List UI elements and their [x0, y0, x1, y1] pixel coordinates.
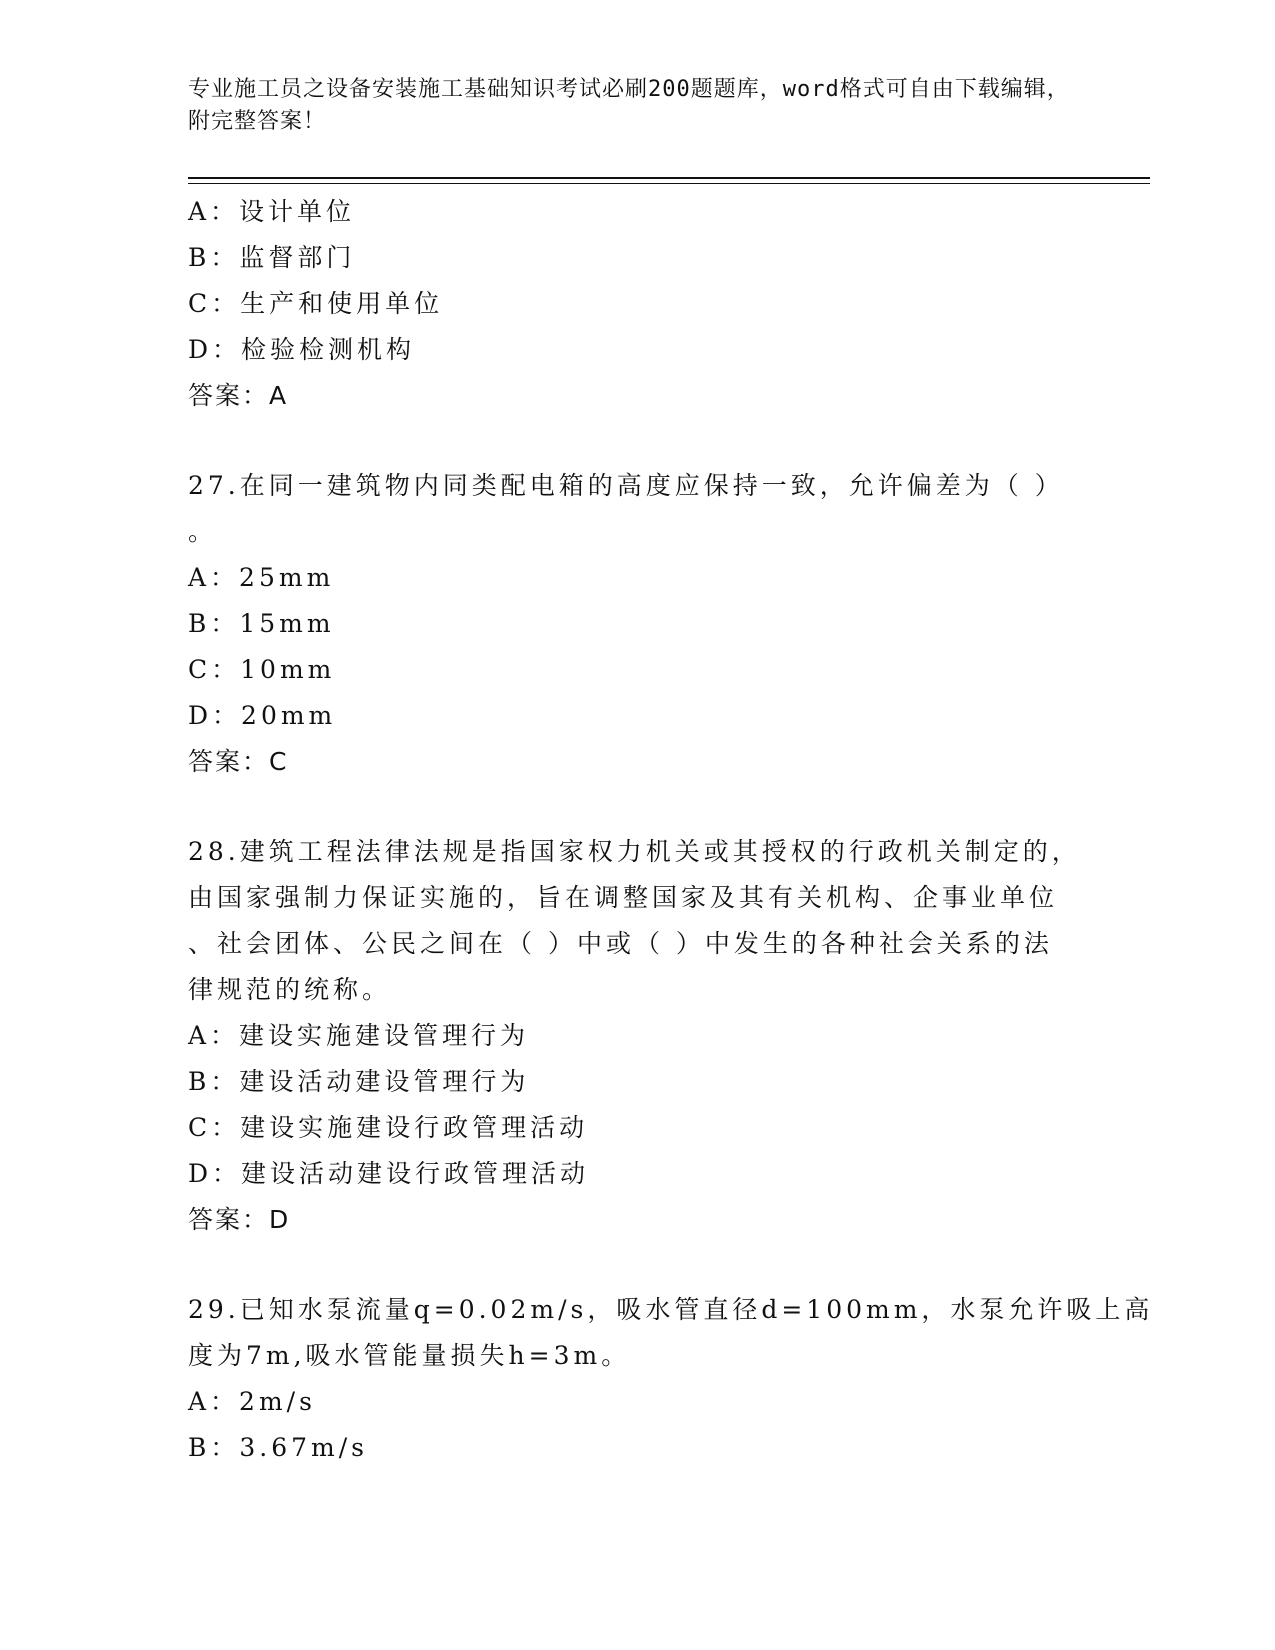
question-text-tail: 。	[188, 517, 218, 546]
answer-line: 答案：C	[188, 747, 289, 776]
question-text-line: 29.已知水泵流量q=0.02m/s，吸水管直径d=100mm，水泵允许吸上高	[188, 1295, 1154, 1324]
option-d: D：建设活动建设行政管理活动	[188, 1159, 590, 1188]
question-27-block	[188, 463, 1068, 785]
option-a: A：2m/s	[188, 1387, 316, 1416]
option-c: C：生产和使用单位	[188, 289, 444, 318]
question-text-line: 度为7m,吸水管能量损失h=3m。	[188, 1341, 631, 1370]
option-d: D：20mm	[188, 701, 337, 730]
option-c: C：建设实施建设行政管理活动	[188, 1113, 589, 1142]
option-c: C：10mm	[188, 655, 336, 684]
option-a: A：设计单位	[188, 197, 356, 226]
document-header: 专业施工员之设备安装施工基础知识考试必刷200题题库，word格式可自由下载编辑，附完整答案！	[188, 77, 1070, 134]
header-divider	[188, 177, 1150, 179]
question-text-line: 由国家强制力保证实施的，旨在调整国家及其有关机构、企事业单位	[188, 883, 1059, 912]
option-b: B：建设活动建设管理行为	[188, 1067, 530, 1096]
option-b: B：监督部门	[188, 243, 356, 272]
question-text: 27.在同一建筑物内同类配电箱的高度应保持一致，允许偏差为（ ）	[188, 471, 1064, 500]
option-b: B：3.67m/s	[188, 1433, 368, 1462]
option-b: B：15mm	[188, 609, 335, 638]
question-29-block	[188, 1287, 1154, 1471]
option-d: D：检验检测机构	[188, 335, 416, 364]
answer-line: 答案：A	[188, 381, 289, 410]
question-text-line: 28.建筑工程法律法规是指国家权力机关或其授权的行政机关制定的，	[188, 837, 1081, 866]
spacer	[188, 1243, 1068, 1287]
option-a: A：建设实施建设管理行为	[188, 1021, 530, 1050]
question-content	[188, 189, 1154, 1471]
answer-line: 答案：D	[188, 1205, 291, 1234]
question-text-line: 律规范的统称。	[188, 975, 392, 1004]
spacer	[188, 419, 1068, 463]
header-divider-thin	[188, 183, 1150, 184]
spacer	[188, 785, 1068, 829]
option-a: A：25mm	[188, 563, 335, 592]
question-28-block	[188, 829, 1081, 1243]
question-text-line: 、社会团体、公民之间在（ ）中或（ ）中发生的各种社会关系的法	[188, 929, 1053, 958]
question-26-block	[188, 189, 1068, 419]
